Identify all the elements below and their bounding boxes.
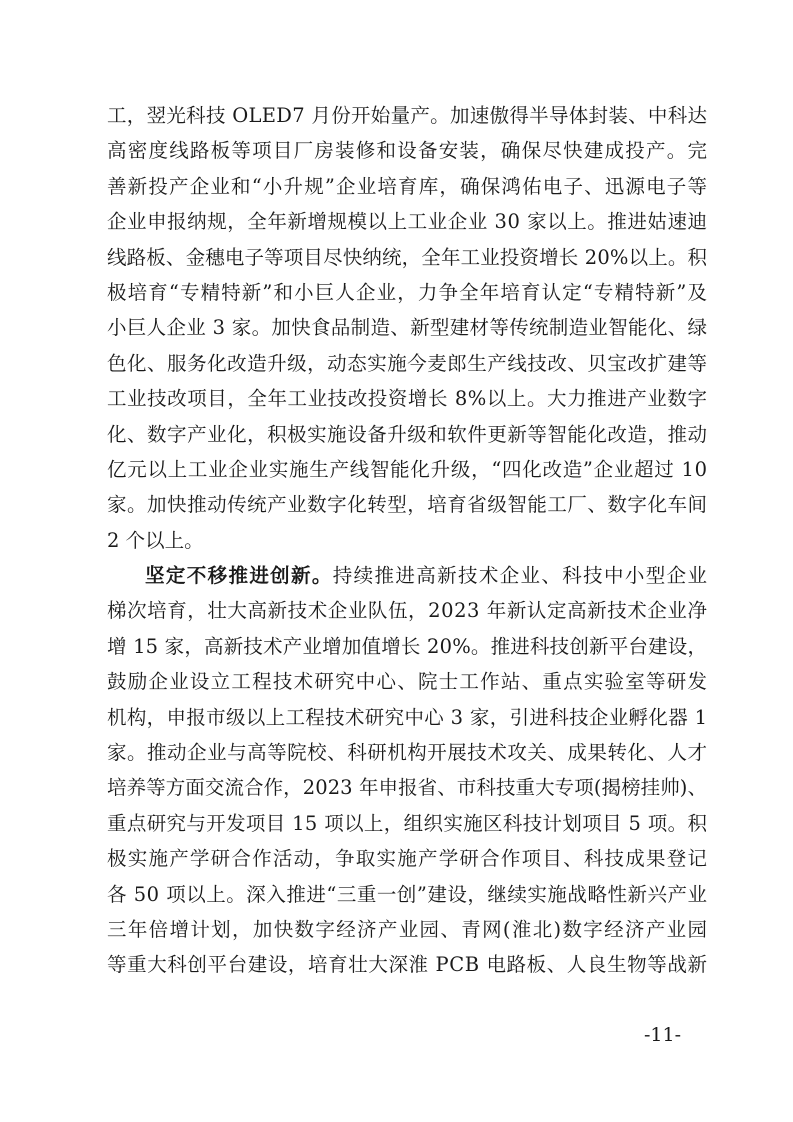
text-line-first: 坚定不移推进创新。持续推进高新技术企业、科技中小型企业 [107,558,707,593]
text-line: 工业技改项目，全年工业技改投资增长 8%以上。大力推进产业数字 [107,387,708,411]
text-line: 家。加快推动传统产业数字化转型，培育省级智能工厂、数字化车间 [107,493,708,517]
text-line: 极培育“专精特新”和小巨人企业，力争全年培育认定“专精特新”及 [107,280,709,304]
text-line: 各 50 项以上。深入推进“三重一创”建设，继续实施战略性新兴产业 [107,882,708,906]
text-line: 2 个以上。 [107,528,204,552]
text-line: 高密度线路板等项目厂房装修和设备安装，确保尽快建成投产。完 [107,139,709,163]
text-line: 善新投产企业和“小升规”企业培育库，确保鸿佑电子、迅源电子等 [107,174,709,198]
text-line: 小巨人企业 3 家。加快食品制造、新型建材等传统制造业智能化、绿 [107,316,708,340]
text-line: 鼓励企业设立工程技术研究中心、院士工作站、重点实验室等研发 [107,670,709,694]
text-line: 家。推动企业与高等院校、科研机构开展技术攻关、成果转化、人才 [107,741,708,765]
text-line: 极实施产学研合作活动，争取实施产学研合作项目、科技成果登记 [107,847,709,871]
paragraph-innovation [107,558,707,983]
text-line: 梯次培育，壮大高新技术企业队伍，2023 年新认定高新技术企业净 [107,599,708,623]
text-line: 线路板、金穗电子等项目尽快纳统，全年工业投资增长 20%以上。积 [107,245,708,269]
page-number: -11- [644,1024,682,1046]
text-line: 机构，申报市级以上工程技术研究中心 3 家，引进科技企业孵化器 1 [107,705,708,729]
document-page [107,98,707,983]
text-line: 培养等方面交流合作，2023 年申报省、市科技重大专项(揭榜挂帅)、 [107,776,708,800]
paragraph-heading: 坚定不移推进创新。 [145,564,333,588]
text-line: 工，翌光科技 OLED7 月份开始量产。加速傲得半导体封装、中科达 [107,104,708,127]
text-line: 企业申报纳规，全年新增规模以上工业企业 30 家以上。推进姑速迪 [107,210,708,234]
text-line: 等重大科创平台建设，培育壮大深淮 PCB 电路板、人良生物等战新 [107,953,708,977]
text-line: 化、数字产业化，积极实施设备升级和软件更新等智能化改造，推动 [107,422,708,446]
text-line: 增 15 家，高新技术产业增加值增长 20%。推进科技创新平台建设， [107,634,708,658]
paragraph-industry [107,98,707,558]
text-line: 亿元以上工业企业实施生产线智能化升级，“四化改造”企业超过 10 [107,457,708,481]
text-line: 重点研究与开发项目 15 项以上，组织实施区科技计划项目 5 项。积 [107,811,708,835]
text-line: 色化、服务化改造升级，动态实施今麦郎生产线技改、贝宝改扩建等 [107,351,708,375]
text-line: 三年倍增计划，加快数字经济产业园、青网(淮北)数字经济产业园 [107,917,709,941]
